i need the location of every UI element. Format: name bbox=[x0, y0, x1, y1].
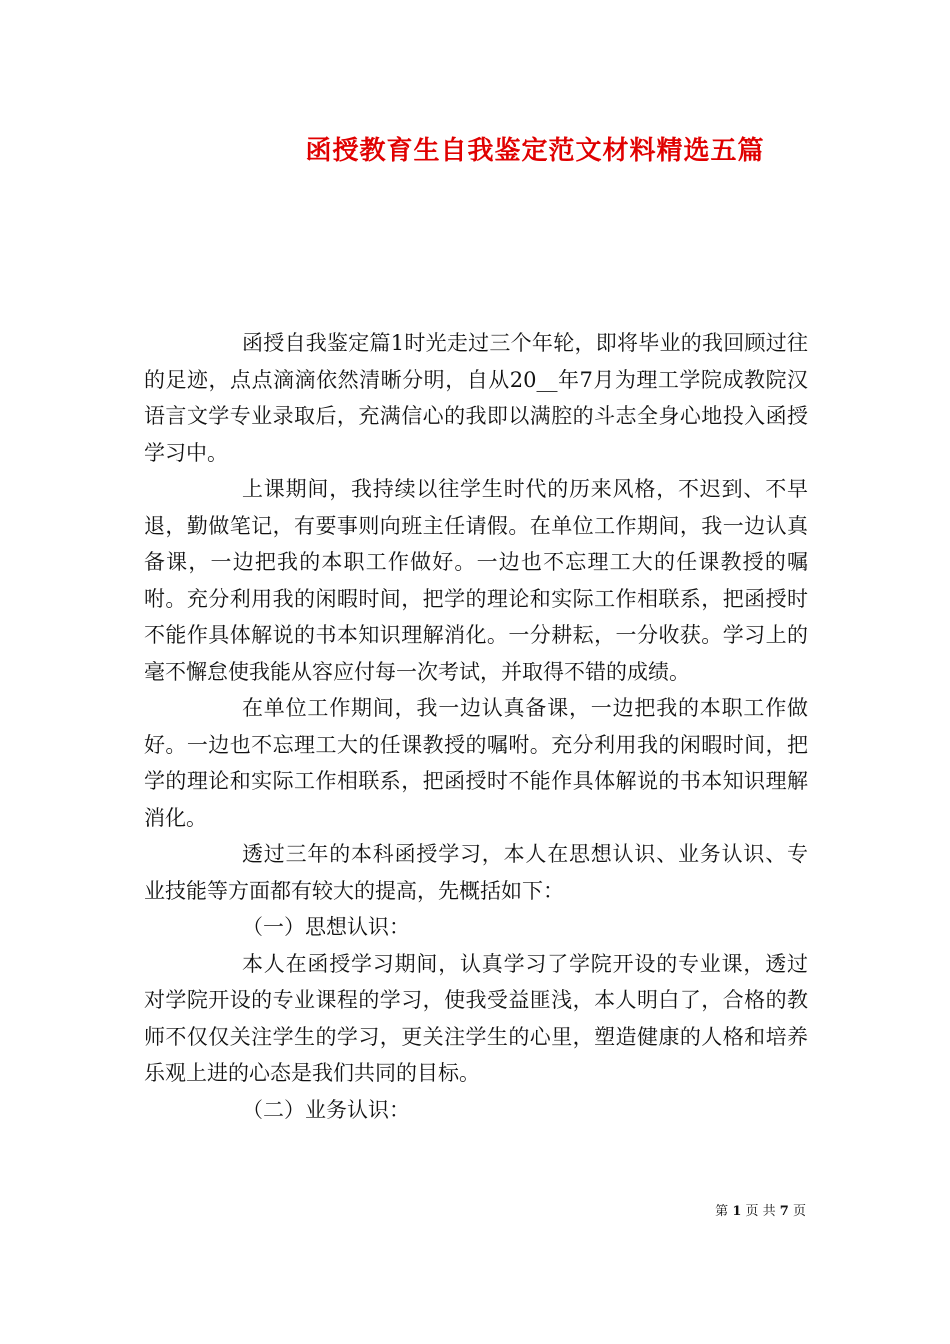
section-heading-1: （一）思想认识： bbox=[242, 915, 410, 939]
footer-suffix: 页 bbox=[792, 1204, 806, 1219]
footer-current-page: 1 bbox=[732, 1204, 742, 1219]
footer-total-pages: 7 bbox=[779, 1204, 789, 1219]
document-title: 函授教育生自我鉴定范文材料精选五篇 bbox=[305, 136, 765, 166]
section-heading-2: （二）业务认识： bbox=[242, 1097, 410, 1122]
document-body bbox=[144, 325, 808, 1128]
paragraph-5: 本人在函授学习期间，认真学习了学院开设的专业课，透过对学院开设的专业课程的学习，使我受益匪浅，本人明白了，合格的教师不仅仅关注学生的学习，更关注学生的心里，塑造健康的人格和培养乐观上进的心态是我们共同的目标。 bbox=[144, 951, 808, 1085]
paragraph-3: 在单位工作期间，我一边认真备课，一边把我的本职工作做好。一边也不忘理工大的任课教授的嘱咐。充分利用我的闲暇时间，把学的理论和实际工作相联系，把函授时不能作具体解说的书本知识理解消化。 bbox=[144, 696, 808, 830]
paragraph-4: 透过三年的本科函授学习，本人在思想认识、业务认识、专业技能等方面都有较大的提高，先概括如下： bbox=[144, 842, 808, 903]
paragraph-2: 上课期间，我持续以往学生时代的历来风格，不迟到、不早退，勤做笔记，有要事则向班主任请假。在单位工作期间，我一边认真备课，一边把我的本职工作做好。一边也不忘理工大的任课教授的嘱咐。充分利用我的闲暇时间，把学的理论和实际工作相联系，把函授时不能作具体解说的书本知识理解消化。一分耕耘，一分收获。学习上的毫不懈怠使我能从容应付每一次考试，并取得不错的成绩。 bbox=[144, 477, 808, 684]
page-number-footer bbox=[715, 1203, 806, 1221]
footer-middle: 页 共 bbox=[745, 1204, 776, 1219]
footer-prefix: 第 bbox=[715, 1204, 729, 1219]
paragraph-1: 函授自我鉴定篇1时光走过三个年轮，即将毕业的我回顾过往的足迹，点点滴滴依然清晰分明，自从20__年7月为理工学院成教院汉语言文学专业录取后，充满信心的我即以满腔的斗志全身心地投入函授学习中。 bbox=[144, 331, 808, 465]
